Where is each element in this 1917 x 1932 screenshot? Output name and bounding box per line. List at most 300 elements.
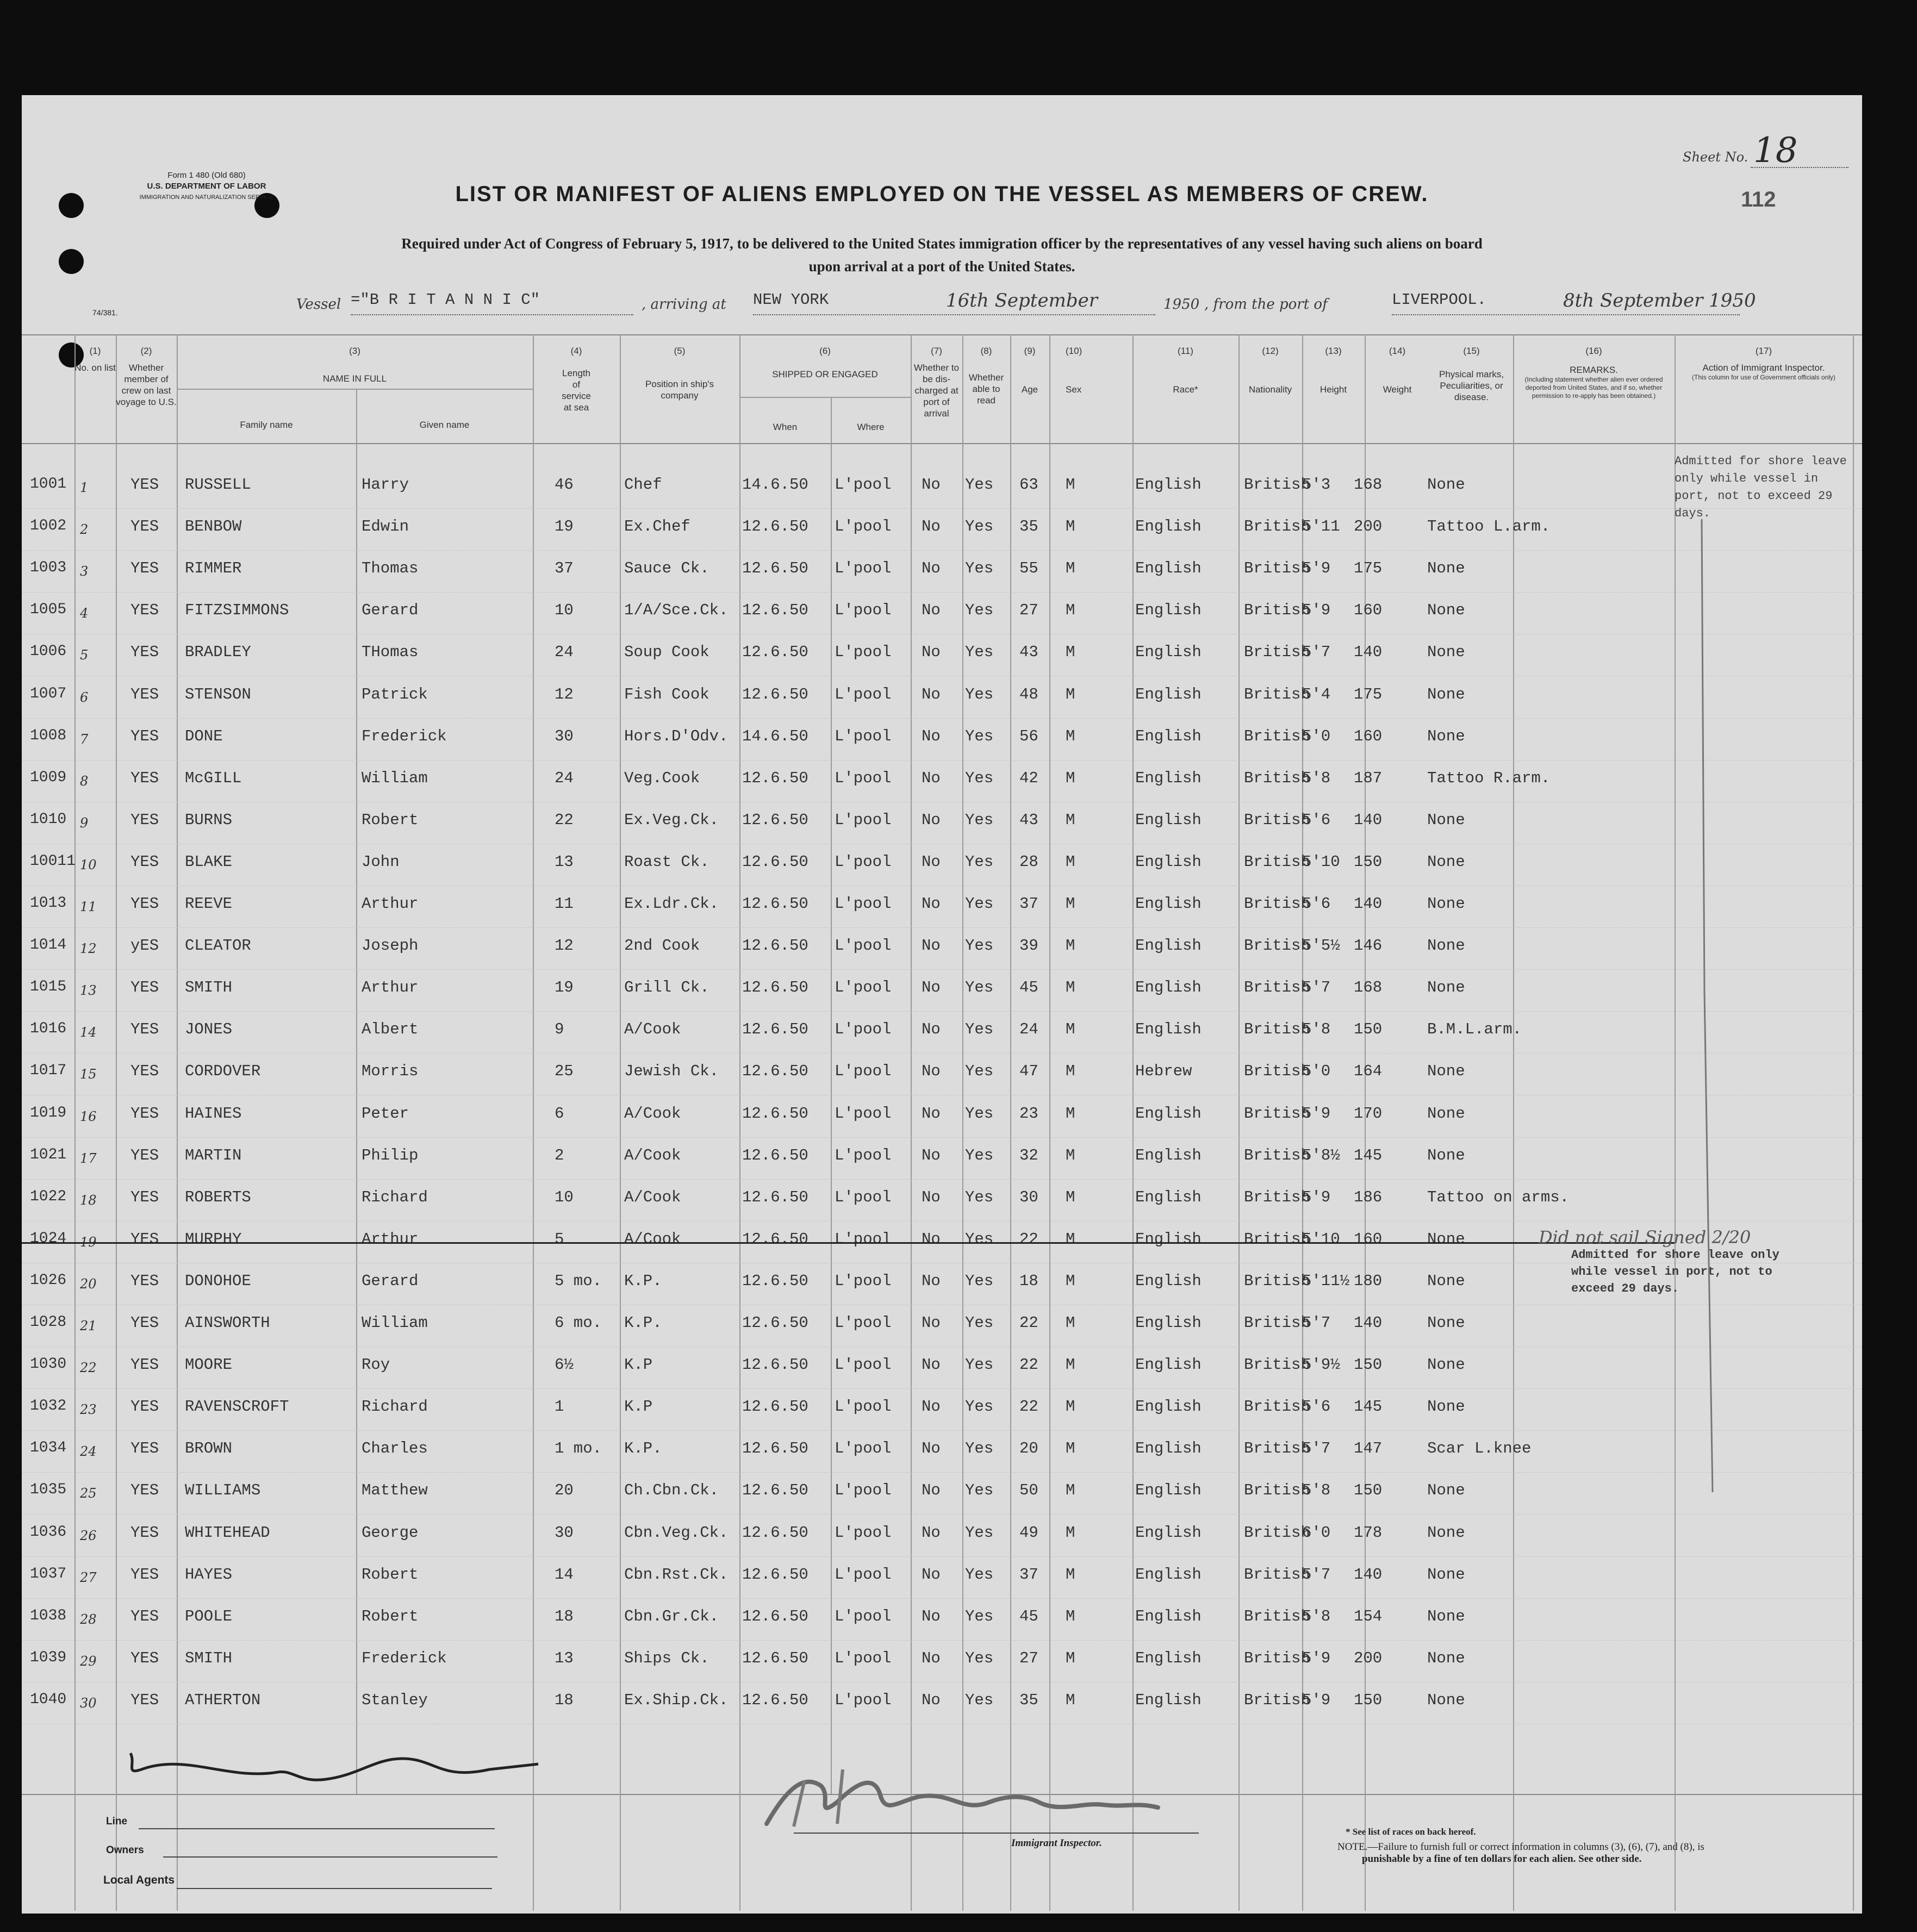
position-cell: A/Cook xyxy=(624,1230,681,1248)
height-cell: 5'8½ xyxy=(1302,1146,1340,1164)
margin-number-cell: 1016 xyxy=(30,1020,67,1037)
subtitle-line-1: Required under Act of Congress of February 5, 1917, to be delivered to the United States immigration officer by the representatives of any vessel having such aliens on board xyxy=(401,235,1483,252)
sex-cell: M xyxy=(1066,1020,1075,1038)
margin-number-cell: 1008 xyxy=(30,727,67,744)
given-name-cell: Robert xyxy=(362,811,419,829)
length-of-service-cell: 25 xyxy=(555,1062,574,1080)
crew-last-voyage-cell: YES xyxy=(130,1398,159,1416)
given-name-cell: Robert xyxy=(362,1607,419,1625)
race-cell: English xyxy=(1135,895,1202,913)
position-cell: Ex.Chef xyxy=(624,518,690,535)
nationality-cell: British xyxy=(1244,1146,1310,1164)
race-cell: English xyxy=(1135,1649,1202,1667)
given-name-cell: Frederick xyxy=(362,1649,447,1667)
crew-last-voyage-cell: YES xyxy=(130,1230,159,1248)
header-col-15: (15) Physical marks, Peculiarities, or disease. xyxy=(1439,346,1504,402)
shipped-when-cell: 12.6.50 xyxy=(742,769,808,787)
margin-number-cell: 1002 xyxy=(30,518,67,534)
physical-marks-cell: B.M.L.arm. xyxy=(1427,1020,1522,1038)
shipped-where-cell: L'pool xyxy=(835,937,892,955)
shipped-where-cell: L'pool xyxy=(835,811,892,829)
shipped-where-cell: L'pool xyxy=(835,476,892,494)
sex-cell: M xyxy=(1066,518,1075,535)
position-cell: A/Cook xyxy=(624,1188,681,1206)
family-name-cell: BURNS xyxy=(185,811,233,829)
crew-last-voyage-cell: YES xyxy=(130,1524,159,1542)
crew-last-voyage-cell: YES xyxy=(130,1105,159,1123)
list-number-cell: 7 xyxy=(80,732,89,747)
discharge-at-port-cell: No xyxy=(922,1607,941,1625)
age-cell: 22 xyxy=(1019,1356,1038,1374)
height-cell: 5'8 xyxy=(1302,769,1331,787)
shipped-where-cell: L'pool xyxy=(835,1272,892,1290)
nationality-cell: British xyxy=(1244,518,1310,535)
family-name-cell: RAVENSCROFT xyxy=(185,1398,289,1416)
nationality-cell: British xyxy=(1244,1188,1310,1206)
able-to-read-cell: Yes xyxy=(965,518,994,535)
nationality-cell: British xyxy=(1244,727,1310,745)
nationality-cell: British xyxy=(1244,476,1310,494)
margin-number-cell: 1015 xyxy=(30,979,67,995)
height-cell: 5'8 xyxy=(1302,1607,1331,1625)
length-of-service-cell: 1 xyxy=(555,1398,564,1416)
weight-cell: 175 xyxy=(1354,559,1383,577)
physical-marks-cell: None xyxy=(1427,1691,1465,1709)
weight-cell: 200 xyxy=(1354,1649,1383,1667)
header-col-14: (14) Weight xyxy=(1383,346,1412,395)
discharge-at-port-cell: No xyxy=(922,1439,941,1457)
nationality-cell: British xyxy=(1244,853,1310,871)
given-name-cell: Peter xyxy=(362,1105,409,1123)
length-of-service-cell: 10 xyxy=(555,1188,574,1206)
shipped-when-cell: 12.6.50 xyxy=(742,1105,808,1123)
sheet-number: 18 xyxy=(1753,130,1798,171)
position-cell: Cbn.Gr.Ck. xyxy=(624,1607,719,1625)
discharge-at-port-cell: No xyxy=(922,476,941,494)
physical-marks-cell: None xyxy=(1427,853,1465,871)
family-name-cell: SMITH xyxy=(185,979,233,996)
admission-stamp-middle: Admitted for shore leave only while vessel in port, not to exceed 29 days. xyxy=(1571,1248,1779,1295)
discharge-at-port-cell: No xyxy=(922,1398,941,1416)
nationality-cell: British xyxy=(1244,1524,1310,1542)
header-col-5: (5) Position in ship's company xyxy=(645,346,714,401)
nationality-cell: British xyxy=(1244,1566,1310,1584)
crew-last-voyage-cell: YES xyxy=(130,1146,159,1164)
crew-last-voyage-cell: YES xyxy=(130,1272,159,1290)
shipped-where-cell: L'pool xyxy=(835,1607,892,1625)
position-cell: Fish Cook xyxy=(624,685,709,703)
position-cell: K.P xyxy=(624,1356,653,1374)
shipped-when-cell: 12.6.50 xyxy=(742,1398,808,1416)
shipped-where-cell: L'pool xyxy=(835,559,892,577)
able-to-read-cell: Yes xyxy=(965,895,994,913)
height-cell: 5'8 xyxy=(1302,1020,1331,1038)
weight-cell: 150 xyxy=(1354,1481,1383,1499)
crew-last-voyage-cell: YES xyxy=(130,1566,159,1584)
nationality-cell: British xyxy=(1244,895,1310,913)
shipped-where-cell: L'pool xyxy=(835,601,892,619)
weight-cell: 150 xyxy=(1354,1356,1383,1374)
discharge-at-port-cell: No xyxy=(922,1020,941,1038)
nationality-cell: British xyxy=(1244,1314,1310,1332)
able-to-read-cell: Yes xyxy=(965,1146,994,1164)
list-number-cell: 2 xyxy=(80,522,89,537)
position-cell: Cbn.Veg.Ck. xyxy=(624,1524,729,1542)
discharge-at-port-cell: No xyxy=(922,1230,941,1248)
age-cell: 22 xyxy=(1019,1230,1038,1248)
sheet-label: Sheet No. xyxy=(1683,149,1748,165)
physical-marks-cell: None xyxy=(1427,643,1465,661)
able-to-read-cell: Yes xyxy=(965,1439,994,1457)
line-label: Line xyxy=(106,1816,128,1827)
departure-date: 8th September 1950 xyxy=(1563,290,1756,311)
age-cell: 37 xyxy=(1019,895,1038,913)
height-cell: 5'6 xyxy=(1302,895,1331,913)
age-cell: 24 xyxy=(1019,1020,1038,1038)
list-number-cell: 10 xyxy=(80,857,97,872)
shipped-where-cell: L'pool xyxy=(835,1398,892,1416)
crew-last-voyage-cell: YES xyxy=(130,1314,159,1332)
race-cell: English xyxy=(1135,1188,1202,1206)
crew-last-voyage-cell: YES xyxy=(130,1439,159,1457)
discharge-at-port-cell: No xyxy=(922,1649,941,1667)
list-number-cell: 28 xyxy=(80,1612,97,1627)
able-to-read-cell: Yes xyxy=(965,476,994,494)
physical-marks-cell: None xyxy=(1427,1062,1465,1080)
race-cell: English xyxy=(1135,559,1202,577)
shipped-when-cell: 12.6.50 xyxy=(742,895,808,913)
able-to-read-cell: Yes xyxy=(965,559,994,577)
list-number-cell: 26 xyxy=(80,1528,97,1543)
given-name-cell: Philip xyxy=(362,1146,419,1164)
shipped-when-cell: 12.6.50 xyxy=(742,811,808,829)
shipped-when-cell: 14.6.50 xyxy=(742,476,808,494)
arrival-date: 16th September xyxy=(946,290,1098,311)
able-to-read-cell: Yes xyxy=(965,1356,994,1374)
sex-cell: M xyxy=(1066,853,1075,871)
sex-cell: M xyxy=(1066,1062,1075,1080)
header-col-16: (16) REMARKS. (Including statement whether alien ever ordered deported from United States, and if so, whether permission to re-apply has been obtained.) xyxy=(1524,346,1663,400)
discharge-at-port-cell: No xyxy=(922,1146,941,1164)
shipped-when-cell: 12.6.50 xyxy=(742,1356,808,1374)
local-agents-label: Local Agents xyxy=(103,1874,175,1886)
age-cell: 22 xyxy=(1019,1314,1038,1332)
margin-number-cell: 1026 xyxy=(30,1272,67,1289)
vessel-name: ="B R I T A N N I C" xyxy=(351,291,540,309)
physical-marks-cell: None xyxy=(1427,1566,1465,1584)
list-number-cell: 21 xyxy=(80,1318,97,1333)
weight-cell: 150 xyxy=(1354,853,1383,871)
height-cell: 6'0 xyxy=(1302,1524,1331,1542)
age-cell: 45 xyxy=(1019,1607,1038,1625)
length-of-service-cell: 1 mo. xyxy=(555,1439,602,1457)
crew-last-voyage-cell: YES xyxy=(130,979,159,996)
from-label: , from the port of xyxy=(1204,296,1328,313)
weight-cell: 154 xyxy=(1354,1607,1383,1625)
race-cell: English xyxy=(1135,1566,1202,1584)
shipped-where-cell: L'pool xyxy=(835,1649,892,1667)
given-name-cell: Joseph xyxy=(362,937,419,955)
physical-marks-cell: None xyxy=(1427,1524,1465,1542)
position-cell: Grill Ck. xyxy=(624,979,709,996)
shipped-when-cell: 12.6.50 xyxy=(742,1146,808,1164)
weight-cell: 145 xyxy=(1354,1146,1383,1164)
sex-cell: M xyxy=(1066,727,1075,745)
physical-marks-cell: None xyxy=(1427,811,1465,829)
sex-cell: M xyxy=(1066,1398,1075,1416)
position-cell: Ships Ck. xyxy=(624,1649,709,1667)
physical-marks-cell: None xyxy=(1427,1314,1465,1332)
shipped-when-cell: 12.6.50 xyxy=(742,1230,808,1248)
family-name-cell: AINSWORTH xyxy=(185,1314,270,1332)
race-cell: English xyxy=(1135,1524,1202,1542)
discharge-at-port-cell: No xyxy=(922,1566,941,1584)
given-name-cell: Arthur xyxy=(362,979,419,996)
shipped-where-cell: L'pool xyxy=(835,853,892,871)
shipped-when-cell: 12.6.50 xyxy=(742,853,808,871)
height-cell: 5'11½ xyxy=(1302,1272,1350,1290)
given-name-cell: William xyxy=(362,1314,428,1332)
length-of-service-cell: 18 xyxy=(555,1691,574,1709)
position-cell: Chef xyxy=(624,476,662,494)
nationality-cell: British xyxy=(1244,1356,1310,1374)
nationality-cell: British xyxy=(1244,1691,1310,1709)
race-note: * See list of races on back hereof. xyxy=(1346,1827,1476,1837)
margin-number-cell: 1010 xyxy=(30,811,67,828)
sex-cell: M xyxy=(1066,1439,1075,1457)
header-family-name: Family name xyxy=(240,420,293,430)
able-to-read-cell: Yes xyxy=(965,811,994,829)
age-cell: 39 xyxy=(1019,937,1038,955)
list-number-cell: 11 xyxy=(80,899,97,914)
shipped-where-cell: L'pool xyxy=(835,1230,892,1248)
position-cell: K.P. xyxy=(624,1439,662,1457)
margin-number-cell: 1024 xyxy=(30,1230,67,1247)
physical-marks-cell: None xyxy=(1427,1356,1465,1374)
height-cell: 5'9½ xyxy=(1302,1356,1340,1374)
sex-cell: M xyxy=(1066,685,1075,703)
position-cell: Ex.Veg.Ck. xyxy=(624,811,719,829)
list-number-cell: 4 xyxy=(80,606,89,621)
weight-cell: 160 xyxy=(1354,601,1383,619)
family-name-cell: DONE xyxy=(185,727,223,745)
height-cell: 5'0 xyxy=(1302,727,1331,745)
height-cell: 5'4 xyxy=(1302,685,1331,703)
margin-number-cell: 1038 xyxy=(30,1607,67,1624)
family-name-cell: ATHERTON xyxy=(185,1691,261,1709)
sex-cell: M xyxy=(1066,1649,1075,1667)
crew-last-voyage-cell: YES xyxy=(130,811,159,829)
weight-cell: 187 xyxy=(1354,769,1383,787)
nationality-cell: British xyxy=(1244,1607,1310,1625)
family-name-cell: HAYES xyxy=(185,1566,233,1584)
race-cell: English xyxy=(1135,1356,1202,1374)
race-cell: English xyxy=(1135,1439,1202,1457)
discharge-at-port-cell: No xyxy=(922,1188,941,1206)
discharge-at-port-cell: No xyxy=(922,559,941,577)
discharge-at-port-cell: No xyxy=(922,1314,941,1332)
race-cell: English xyxy=(1135,643,1202,661)
race-cell: English xyxy=(1135,937,1202,955)
margin-number-cell: 1003 xyxy=(30,559,67,576)
shipped-where-cell: L'pool xyxy=(835,685,892,703)
shipped-when-cell: 12.6.50 xyxy=(742,1566,808,1584)
shipped-where-cell: L'pool xyxy=(835,1356,892,1374)
crew-last-voyage-cell: YES xyxy=(130,601,159,619)
sex-cell: M xyxy=(1066,1272,1075,1290)
given-name-cell: THomas xyxy=(362,643,419,661)
family-name-cell: SMITH xyxy=(185,1649,233,1667)
shipped-where-cell: L'pool xyxy=(835,1524,892,1542)
age-cell: 43 xyxy=(1019,643,1038,661)
position-cell: 1/A/Sce.Ck. xyxy=(624,601,729,619)
nationality-cell: British xyxy=(1244,769,1310,787)
crew-last-voyage-cell: YES xyxy=(130,1020,159,1038)
local-agents-rule xyxy=(177,1888,492,1889)
sex-cell: M xyxy=(1066,937,1075,955)
height-cell: 5'10 xyxy=(1302,853,1340,871)
race-cell: English xyxy=(1135,853,1202,871)
length-of-service-cell: 18 xyxy=(555,1607,574,1625)
discharge-at-port-cell: No xyxy=(922,1272,941,1290)
able-to-read-cell: Yes xyxy=(965,1566,994,1584)
shipped-where-cell: L'pool xyxy=(835,643,892,661)
list-number-cell: 20 xyxy=(80,1276,97,1292)
sex-cell: M xyxy=(1066,643,1075,661)
weight-cell: 140 xyxy=(1354,1566,1383,1584)
margin-number-cell: 1001 xyxy=(30,476,67,493)
height-cell: 5'7 xyxy=(1302,1566,1331,1584)
header-col-9: (9) Age xyxy=(1021,346,1038,395)
header-col-7: (7) Whether to be dis-charged at port of arrival xyxy=(913,346,960,419)
able-to-read-cell: Yes xyxy=(965,1607,994,1625)
margin-number-cell: 1036 xyxy=(30,1524,67,1541)
sex-cell: M xyxy=(1066,1607,1075,1625)
departure-port: LIVERPOOL. xyxy=(1392,291,1487,309)
margin-number-cell: 1037 xyxy=(30,1566,67,1582)
header-col-13: (13) Height xyxy=(1320,346,1347,395)
family-name-cell: WHITEHEAD xyxy=(185,1524,270,1542)
height-cell: 5'9 xyxy=(1302,559,1331,577)
able-to-read-cell: Yes xyxy=(965,853,994,871)
race-cell: English xyxy=(1135,1272,1202,1290)
position-cell: A/Cook xyxy=(624,1105,681,1123)
weight-cell: 147 xyxy=(1354,1439,1383,1457)
physical-marks-cell: None xyxy=(1427,895,1465,913)
physical-marks-cell: None xyxy=(1427,1272,1465,1290)
physical-marks-cell: Tattoo R.arm. xyxy=(1427,769,1551,787)
length-of-service-cell: 14 xyxy=(555,1566,574,1584)
given-name-cell: Roy xyxy=(362,1356,390,1374)
sex-cell: M xyxy=(1066,979,1075,996)
age-cell: 23 xyxy=(1019,1105,1038,1123)
sex-cell: M xyxy=(1066,811,1075,829)
margin-number-cell: 1006 xyxy=(30,643,67,660)
height-cell: 5'9 xyxy=(1302,601,1331,619)
family-name-cell: BROWN xyxy=(185,1439,233,1457)
able-to-read-cell: Yes xyxy=(965,1105,994,1123)
nationality-cell: British xyxy=(1244,1439,1310,1457)
list-number-cell: 18 xyxy=(80,1193,97,1208)
weight-cell: 170 xyxy=(1354,1105,1383,1123)
weight-cell: 140 xyxy=(1354,643,1383,661)
able-to-read-cell: Yes xyxy=(965,601,994,619)
length-of-service-cell: 13 xyxy=(555,1649,574,1667)
length-of-service-cell: 5 mo. xyxy=(555,1272,602,1290)
position-cell: Cbn.Rst.Ck. xyxy=(624,1566,729,1584)
height-cell: 5'7 xyxy=(1302,643,1331,661)
sex-cell: M xyxy=(1066,1356,1075,1374)
list-number-cell: 1 xyxy=(80,480,89,495)
admission-stamp-top: Admitted for shore leave only while vessel in port, not to exceed 29 days. xyxy=(1675,454,1847,520)
age-cell: 22 xyxy=(1019,1398,1038,1416)
family-name-cell: JONES xyxy=(185,1020,233,1038)
race-cell: English xyxy=(1135,769,1202,787)
margin-number-cell: 1039 xyxy=(30,1649,67,1666)
crew-last-voyage-cell: YES xyxy=(130,518,159,535)
list-number-cell: 29 xyxy=(80,1654,97,1669)
height-cell: 5'6 xyxy=(1302,811,1331,829)
manifest-sheet xyxy=(22,95,1862,1914)
given-name-cell: Edwin xyxy=(362,518,409,535)
family-name-cell: DONOHOE xyxy=(185,1272,251,1290)
header-col-2: (2) Whether member of crew on last voyage to U.S. xyxy=(116,346,177,407)
sex-cell: M xyxy=(1066,601,1075,619)
height-cell: 5'9 xyxy=(1302,1105,1331,1123)
given-name-cell: Richard xyxy=(362,1398,428,1416)
weight-cell: 180 xyxy=(1354,1272,1383,1290)
family-name-cell: CLEATOR xyxy=(185,937,251,955)
vessel-label: Vessel xyxy=(296,296,341,313)
nationality-cell: British xyxy=(1244,559,1310,577)
physical-marks-cell: Tattoo on arms. xyxy=(1427,1188,1570,1206)
position-cell: Veg.Cook xyxy=(624,769,700,787)
margin-number-cell: 1028 xyxy=(30,1314,67,1331)
list-number-cell: 22 xyxy=(80,1360,97,1375)
able-to-read-cell: Yes xyxy=(965,1062,994,1080)
age-cell: 48 xyxy=(1019,685,1038,703)
family-name-cell: RUSSELL xyxy=(185,476,251,494)
race-cell: English xyxy=(1135,601,1202,619)
height-cell: 5'9 xyxy=(1302,1649,1331,1667)
height-cell: 5'11 xyxy=(1302,518,1340,535)
handwritten-remark: Did not sail Signed 2/20 xyxy=(1539,1227,1751,1248)
age-cell: 35 xyxy=(1019,518,1038,535)
length-of-service-cell: 10 xyxy=(555,601,574,619)
shipped-when-cell: 12.6.50 xyxy=(742,1188,808,1206)
length-of-service-cell: 12 xyxy=(555,937,574,955)
shipped-when-cell: 12.6.50 xyxy=(742,1439,808,1457)
height-cell: 5'7 xyxy=(1302,979,1331,996)
position-cell: K.P xyxy=(624,1398,653,1416)
physical-marks-cell: Scar L.knee xyxy=(1427,1439,1532,1457)
shipped-where-cell: L'pool xyxy=(835,1020,892,1038)
age-cell: 30 xyxy=(1019,1188,1038,1206)
discharge-at-port-cell: No xyxy=(922,601,941,619)
nationality-cell: British xyxy=(1244,937,1310,955)
weight-cell: 140 xyxy=(1354,1314,1383,1332)
given-name-cell: Arthur xyxy=(362,895,419,913)
position-cell: K.P. xyxy=(624,1314,662,1332)
shipped-when-cell: 12.6.50 xyxy=(742,601,808,619)
physical-marks-cell: None xyxy=(1427,937,1465,955)
given-name-cell: Thomas xyxy=(362,559,419,577)
discharge-at-port-cell: No xyxy=(922,769,941,787)
nationality-cell: British xyxy=(1244,979,1310,996)
nationality-cell: British xyxy=(1244,1062,1310,1080)
physical-marks-cell: None xyxy=(1427,1105,1465,1123)
shipped-where-cell: L'pool xyxy=(835,518,892,535)
